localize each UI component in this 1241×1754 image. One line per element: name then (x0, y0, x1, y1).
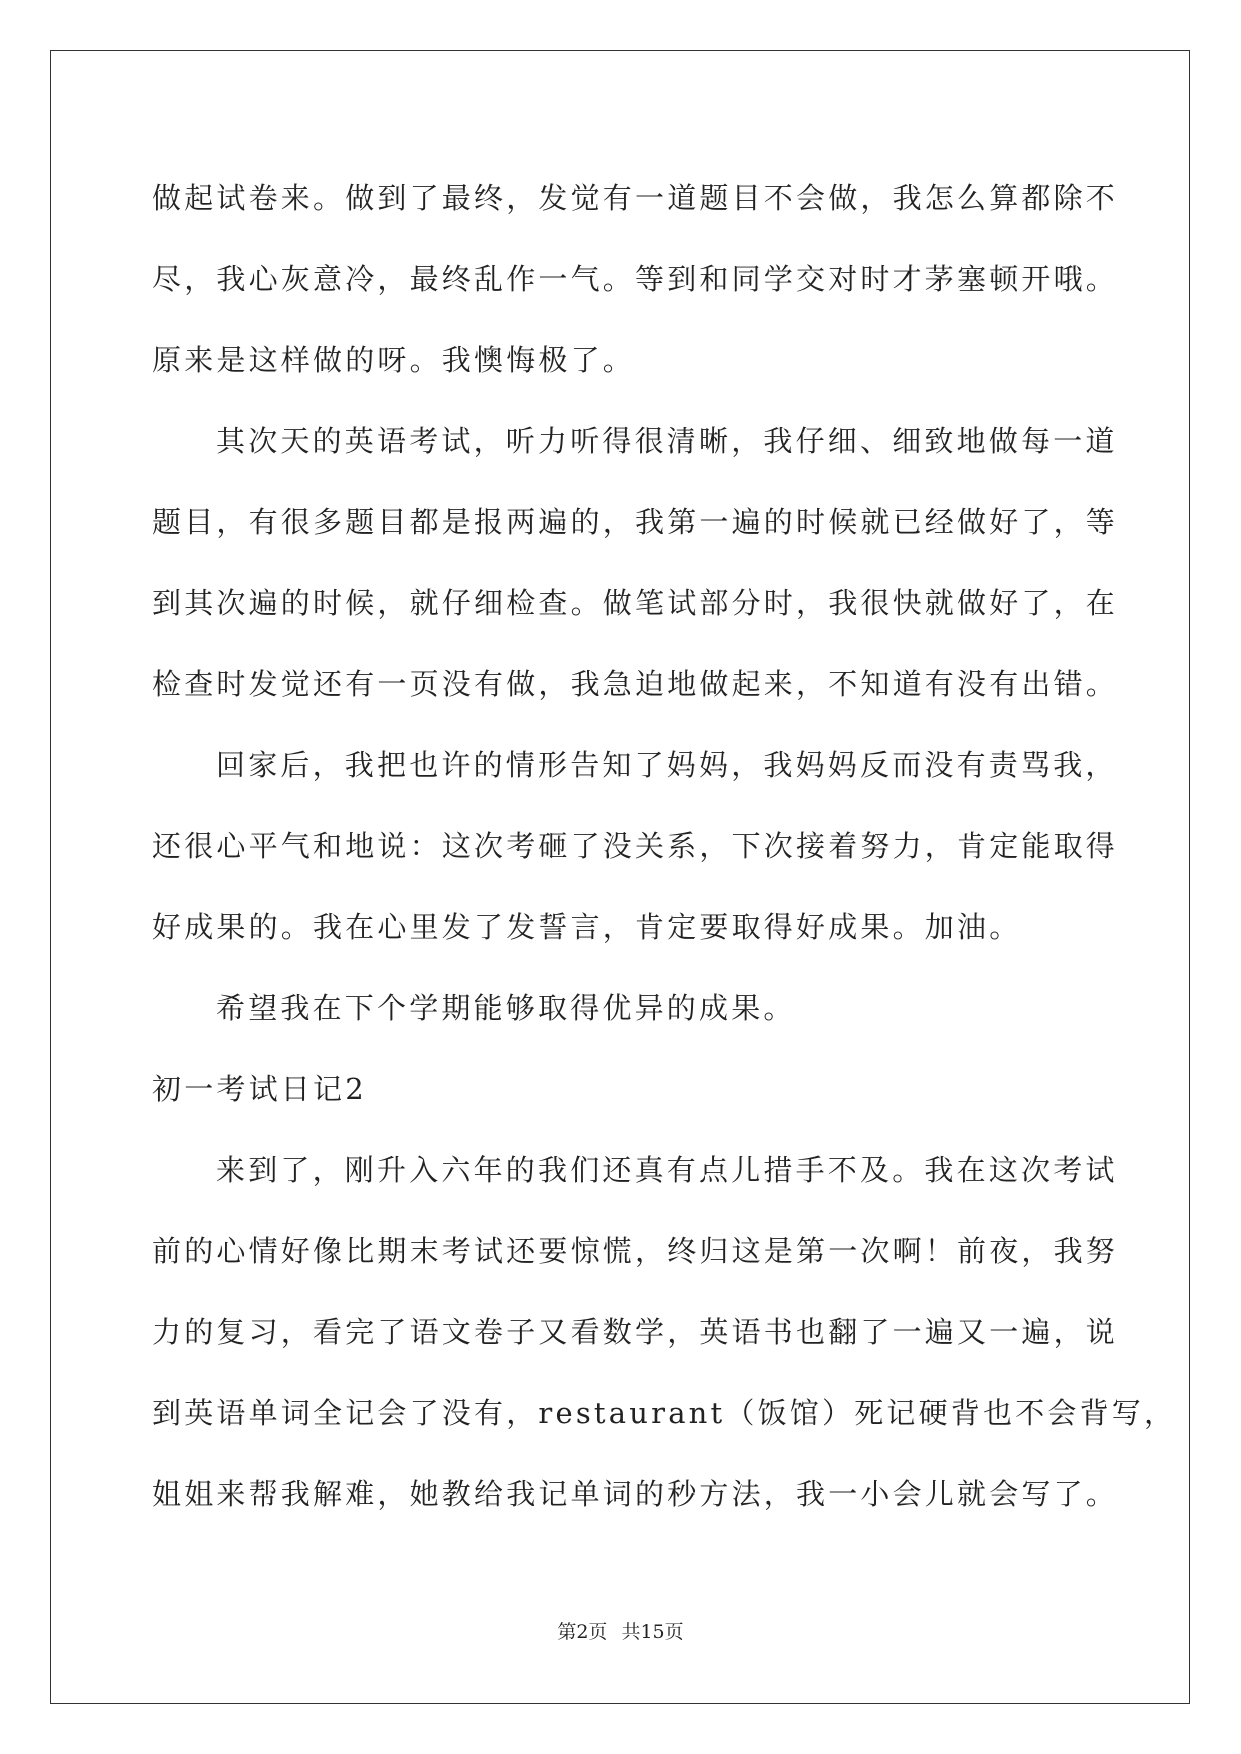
page-total: 共15页 (621, 1621, 684, 1643)
paragraph-line: 前的心情好像比期末考试还要惊慌，终归这是第一次啊！前夜，我努 (152, 1234, 1119, 1268)
paragraph-line: 好成果的。我在心里发了发誓言，肯定要取得好成果。加油。 (152, 910, 1022, 944)
paragraph-line: 还很心平气和地说：这次考砸了没关系，下次接着努力，肯定能取得 (152, 829, 1119, 863)
paragraph-line: 尽，我心灰意冷，最终乱作一气。等到和同学交对时才茅塞顿开哦。 (152, 262, 1119, 296)
paragraph-line: 题目，有很多题目都是报两遍的，我第一遍的时候就已经做好了，等 (152, 505, 1119, 539)
paragraph-line: 到英语单词全记会了没有，restaurant（饭馆）死记硬背也不会背写， (152, 1396, 1177, 1430)
paragraph-line: 检查时发觉还有一页没有做，我急迫地做起来，不知道有没有出错。 (152, 667, 1119, 701)
paragraph-line: 原来是这样做的呀。我懊悔极了。 (152, 343, 636, 377)
paragraph-line: 做起试卷来。做到了最终，发觉有一道题目不会做，我怎么算都除不 (152, 181, 1119, 215)
paragraph-line: 回家后，我把也许的情形告知了妈妈，我妈妈反而没有责骂我， (216, 748, 1118, 782)
page-footer (0, 1617, 1241, 1644)
paragraph-line: 来到了，刚升入六年的我们还真有点儿措手不及。我在这次考试 (216, 1153, 1118, 1187)
paragraph-line: 到其次遍的时候，就仔细检查。做笔试部分时，我很快就做好了，在 (152, 586, 1119, 620)
paragraph-line: 其次天的英语考试，听力听得很清晰，我仔细、细致地做每一道 (216, 424, 1118, 458)
paragraph-line: 姐姐来帮我解难，她教给我记单词的秒方法，我一小会儿就会写了。 (152, 1477, 1119, 1511)
page-number: 第2页 (557, 1621, 608, 1643)
paragraph-line: 力的复习，看完了语文卷子又看数学，英语书也翻了一遍又一遍，说 (152, 1315, 1119, 1349)
section-heading: 初一考试日记2 (152, 1072, 367, 1106)
document-body (152, 158, 1177, 1535)
paragraph-line: 希望我在下个学期能够取得优异的成果。 (216, 991, 796, 1025)
